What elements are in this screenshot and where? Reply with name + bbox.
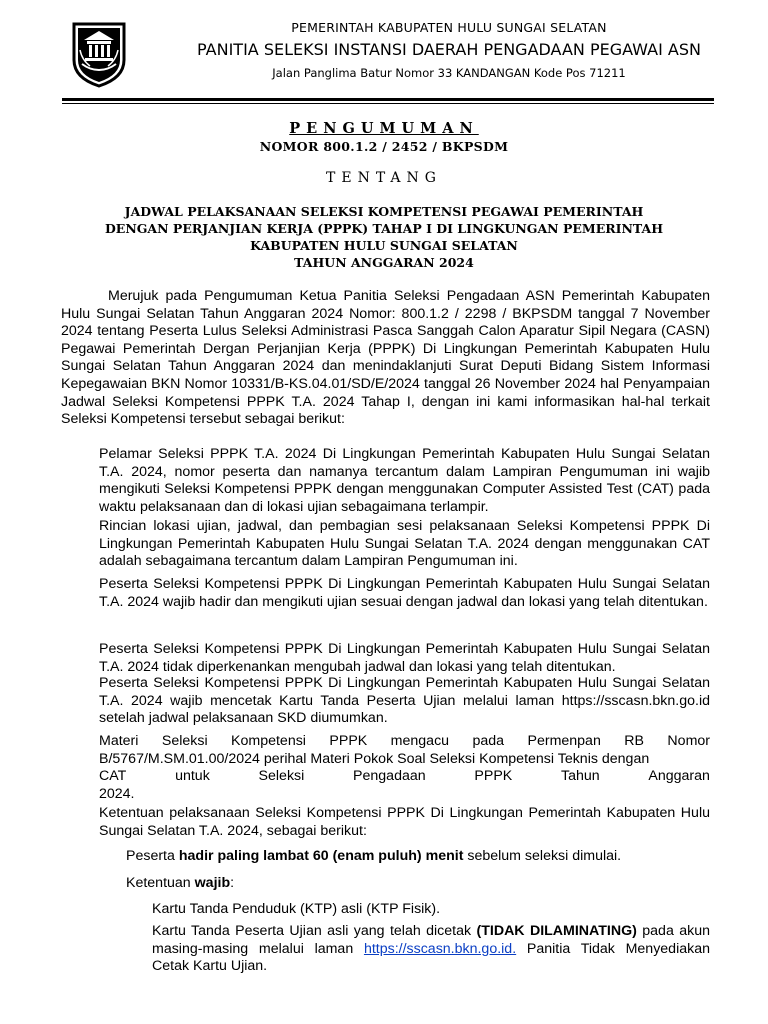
- requirement-ktp: Kartu Tanda Penduduk (KTP) asli (KTP Fisik).: [152, 901, 441, 917]
- regency-emblem-icon: [70, 20, 128, 88]
- list-item: Pelamar Seleksi PPPK T.A. 2024 Di Lingkungan Pemerintah Kabupaten Hulu Sungai Selatan T.A. 2024, nomor peserta dan namanya tercantum dalam Lampiran Pengumuman ini wajib mengikuti Seleksi Kompetensi PPPK dengan menggunakan Computer Assisted Test (CAT) pada waktu pelaksanaan dan di lokasi ujian sebagaimana terlampir.: [99, 446, 710, 515]
- list-item-materi: [99, 733, 710, 803]
- announcement-number: NOMOR 800.1.2 / 2452 / BKPSDM: [259, 139, 509, 154]
- materi-text: Materi Seleksi Kompetensi PPPK mengacu pada Permenpan RB Nomor B/5767/M.SM.01.00/2024 perihal Materi Pokok Soal Seleksi Kompetensi Teknis dengan: [99, 733, 710, 767]
- list-item: Peserta Seleksi Kompetensi PPPK Di Lingkungan Pemerintah Kabupaten Hulu Sungai Selatan T.A. 2024 wajib mencetak Kartu Tanda Peserta Ujian melalui laman https://sscasn.bkn.go.id setelah jadwal pelaksanaan SKD diumumkan.: [99, 675, 710, 727]
- word: CAT: [99, 768, 127, 785]
- word: Tahun: [561, 768, 600, 785]
- subject-line: DENGAN PERJANJIAN KERJA (PPPK) TAHAP I DI LINGKUNGAN PEMERINTAH: [104, 221, 664, 236]
- letterhead-address: Jalan Panglima Batur Nomor 33 KANDANGAN Kode Pos 71211: [272, 66, 626, 80]
- subject-line: JADWAL PELAKSANAAN SELEKSI KOMPETENSI PEGAWAI PEMERINTAH: [124, 204, 644, 219]
- word: Pengadaan: [353, 768, 426, 785]
- letterhead-committee: PANITIA SELEKSI INSTANSI DAERAH PENGADAAN PEGAWAI ASN: [197, 40, 701, 59]
- materi-line-stretched: [99, 768, 710, 786]
- materi-end: 2024.: [99, 785, 135, 802]
- letterhead-government: PEMERINTAH KABUPATEN HULU SUNGAI SELATAN: [291, 20, 607, 35]
- subject-line: KABUPATEN HULU SUNGAI SELATAN: [250, 238, 518, 253]
- letterhead-divider: [62, 98, 714, 104]
- announcement-title: PENGUMUMAN: [289, 120, 479, 137]
- tentang-label: TENTANG: [326, 170, 442, 186]
- word: untuk: [175, 768, 210, 785]
- announcement-subject: [0, 203, 768, 271]
- word: PPPK: [474, 768, 513, 785]
- list-item: Rincian lokasi ujian, jadwal, dan pembagian sesi pelaksanaan Seleksi Kompetensi PPPK Di Lingkungan Pemerintah Kabupaten Hulu Sungai Selatan T.A. 2024 dengan menggunakan CAT adalah sebagaimana tercantum dalam Lampiran Pengumuman ini.: [99, 518, 710, 570]
- word: Anggaran: [648, 768, 710, 785]
- word: Seleksi: [258, 768, 305, 785]
- requirement-exam-card: Kartu Tanda Peserta Ujian asli yang telah dicetak (TIDAK DILAMINATING) pada akun masing-masing melalui laman https://sscasn.bkn.go.id. Panitia Tidak Menyediakan Cetak Kartu Ujian.: [152, 923, 710, 975]
- intro-paragraph: Merujuk pada Pengumuman Ketua Panitia Seleksi Pengadaan ASN Pemerintah Kabupaten Hulu Sungai Selatan Tahun Anggaran 2024 Nomor: 800.1.2 / 2298 / BKPSDM tanggal 7 November 2024 tentang Peserta Lulus Seleksi Administrasi Pasca Sanggah Calon Aparatur Sipil Negara (CASN) Pegawai Pemerintah Dergan Perjanjian Kerja (PPPK) Di Lingkungan Pemerintah Kabupaten Hulu Sungai Selatan Tahun Anggaran 2024 dan menindaklanjuti Surat Deputi Bidang Sistem Informasi Kepegawaian BKN Nomor 10331/B-KS.04.01/SD/E/2024 tanggal 26 November 2024 hal Penyampaian Jadwal Seleksi Kompetensi PPPK T.A. 2024 Tahap I, dengan ini kami informasikan hal-hal terkait Seleksi Kompetensi tersebut sebagai berikut:: [61, 288, 710, 428]
- list-item: Ketentuan pelaksanaan Seleksi Kompetensi PPPK Di Lingkungan Pemerintah Kabupaten Hulu Sungai Selatan T.A. 2024, sebagai berikut:: [99, 805, 710, 839]
- sub-item-arrival: Peserta hadir paling lambat 60 (enam puluh) menit sebelum seleksi dimulai.: [126, 848, 622, 864]
- letterhead: [0, 0, 768, 102]
- subject-line: TAHUN ANGGARAN 2024: [294, 255, 474, 270]
- list-item: Peserta Seleksi Kompetensi PPPK Di Lingkungan Pemerintah Kabupaten Hulu Sungai Selatan T.A. 2024 wajib hadir dan mengikuti ujian sesuai dengan jadwal dan lokasi yang telah ditentukan.: [99, 576, 710, 610]
- sscasn-link[interactable]: https://sscasn.bkn.go.id.: [363, 940, 517, 957]
- sub-item-requirements: Ketentuan wajib:: [126, 875, 235, 891]
- announcement-heading: [0, 120, 768, 271]
- list-item: Peserta Seleksi Kompetensi PPPK Di Lingkungan Pemerintah Kabupaten Hulu Sungai Selatan T.A. 2024 tidak diperkenankan mengubah jadwal dan lokasi yang telah ditentukan.: [99, 641, 710, 675]
